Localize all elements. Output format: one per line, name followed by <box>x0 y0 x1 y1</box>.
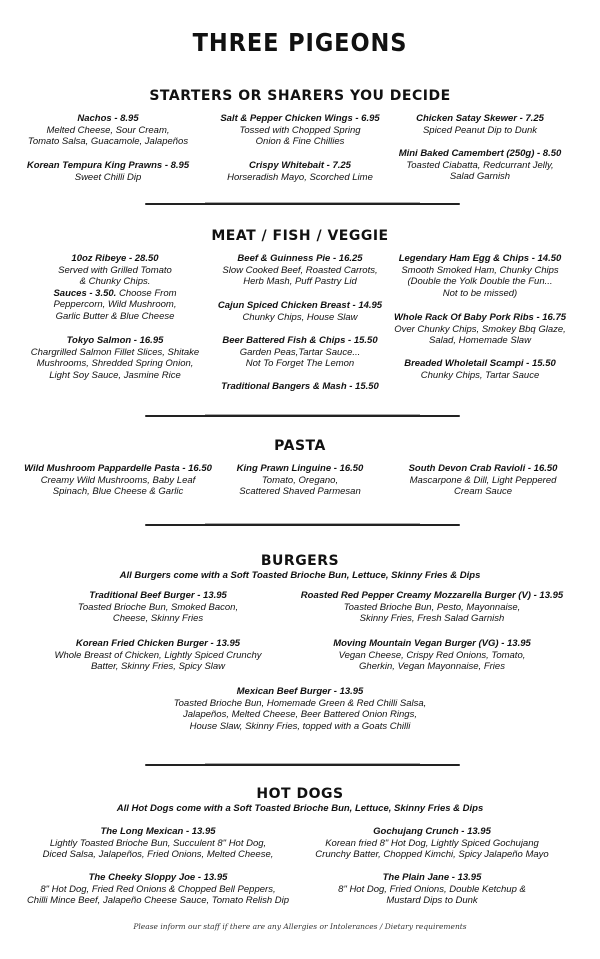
section-subtitle-hotdogs: All Hot Dogs come with a Soft Toasted Brioche Bun, Lettuce, Skinny Fries & Dips <box>116 803 484 814</box>
menu-item-description: Over Chunky Chips, Smokey Bbq Glaze, <box>394 323 566 335</box>
menu-item-name: Traditional Beef Burger - 13.95 <box>89 590 227 601</box>
section-heading-pasta: PASTA <box>274 438 326 454</box>
menu-item-name: The Long Mexican - 13.95 <box>100 826 216 837</box>
menu-item-name: 10oz Ribeye - 28.50 <box>71 253 159 264</box>
menu-item-description: Chilli Mince Beef, Jalapeño Cheese Sauce, Tomato Relish Dip <box>26 895 290 906</box>
menu-item-name: Nachos - 8.95 <box>77 113 139 124</box>
menu-item-description: House Slaw, Skinny Fries, topped with a Goats Chilli <box>189 720 411 732</box>
menu-item-description: Slow Cooked Beef, Roasted Carrots, <box>222 264 378 276</box>
allergy-notice: Please inform our staff if there are any Allergies or Intolerances / Dietary requirements <box>133 922 467 931</box>
menu-item-description: (Double the Yolk Double the Fun... <box>407 276 553 287</box>
section-heading-meat: MEAT / FISH / VEGGIE <box>211 228 389 244</box>
menu-item-description: Smooth Smoked Ham, Chunky Chips <box>401 264 559 276</box>
menu-item-description: Served with Grilled Tomato <box>58 264 172 276</box>
menu-item-name: Tokyo Salmon - 16.95 <box>66 335 164 346</box>
sauces-label: Sauces - 3.50. <box>53 287 117 299</box>
menu-item-description: Toasted Brioche Bun, Smoked Bacon, <box>77 601 239 613</box>
menu-item-description: Jalapeños, Melted Cheese, Beer Battered Onion Rings, <box>183 709 417 720</box>
menu-item-description: Tomato, Oregano, <box>261 474 339 486</box>
menu-item <box>360 113 600 136</box>
menu-item-name: Korean Fried Chicken Burger - 13.95 <box>75 638 241 649</box>
menu-item-description: Peppercorn, Wild Mushroom, <box>53 299 177 310</box>
section-heading-starters: STARTERS OR SHARERS YOU DECIDE <box>149 88 451 104</box>
menu-item-name: Beef & Guinness Pie - 16.25 <box>237 253 363 264</box>
menu-item <box>287 590 577 625</box>
menu-item-description: Gherkin, Vegan Mayonnaise, Fries <box>359 661 505 672</box>
menu-item-description: Scattered Shaved Parmesan <box>239 486 361 497</box>
menu-item-description: Diced Salsa, Jalapeños, Fried Onions, Melted Cheese, <box>42 849 274 860</box>
menu-item-description: 8" Hot Dog, Fried Red Onions & Chopped Bell Peppers, <box>40 883 276 895</box>
menu-item-description: Not To Forget The Lemon <box>245 358 355 369</box>
menu-item <box>13 826 303 861</box>
menu-item-description: Vegan Cheese, Crispy Red Onions, Tomato, <box>338 649 526 661</box>
section-divider <box>145 203 460 205</box>
menu-item-name: Wild Mushroom Pappardelle Pasta - 16.50 <box>24 463 212 474</box>
menu-item <box>360 253 600 299</box>
menu-item-description: Mustard Dips to Dunk <box>386 895 478 906</box>
section-divider <box>145 524 460 526</box>
menu-item <box>155 686 445 732</box>
menu-item-description: Not to be missed) <box>442 287 518 299</box>
menu-item <box>13 872 303 907</box>
menu-item-name: South Devon Crab Ravioli - 16.50 <box>408 463 558 474</box>
menu-item-name: The Plain Jane - 13.95 <box>382 872 482 883</box>
menu-item-name: Roasted Red Pepper Creamy Mozzarella Burger (V) - 13.95 <box>300 590 564 601</box>
menu-item-name: Chicken Satay Skewer - 7.25 <box>416 113 544 124</box>
menu-item <box>360 148 600 183</box>
menu-item-description: Korean fried 8" Hot Dog, Lightly Spiced Gochujang <box>325 837 539 849</box>
menu-item-name: King Prawn Linguine - 16.50 <box>236 463 364 474</box>
menu-item-name: The Cheeky Sloppy Joe - 13.95 <box>88 872 228 883</box>
menu-item-description: Horseradish Mayo, Scorched Lime <box>227 171 373 183</box>
menu-item-description: Tossed with Chopped Spring <box>239 124 361 136</box>
menu-item <box>287 826 577 861</box>
menu-item-description: Cream Sauce <box>453 486 513 497</box>
menu-item-description: Melted Cheese, Sour Cream, <box>46 124 170 136</box>
menu-item-description: Salad, Homemade Slaw <box>429 335 531 346</box>
section-divider <box>145 764 460 766</box>
section-subtitle-burgers: All Burgers come with a Soft Toasted Brioche Bun, Lettuce, Skinny Fries & Dips <box>119 570 481 581</box>
menu-item-name: Breaded Wholetail Scampi - 15.50 <box>404 358 556 369</box>
menu-item <box>180 381 420 393</box>
menu-item-name: Whole Rack Of Baby Pork Ribs - 16.75 <box>393 312 567 323</box>
menu-item <box>360 312 600 347</box>
menu-item-name: Gochujang Crunch - 13.95 <box>373 826 491 837</box>
restaurant-title: THREE PIGEONS <box>192 28 408 57</box>
menu-item <box>13 638 303 673</box>
menu-item-description: Cheese, Skinny Fries <box>112 613 204 624</box>
menu-item-description: Garden Peas,Tartar Sauce... <box>239 346 361 358</box>
menu-item-description: Mascarpone & Dill, Light Peppered <box>409 474 557 486</box>
menu-item-description: Toasted Brioche Bun, Homemade Green & Red Chilli Salsa, <box>173 697 427 709</box>
menu-item-description: Herb Mash, Puff Pastry Lid <box>243 276 357 287</box>
menu-item-name: Korean Tempura King Prawns - 8.95 <box>26 160 190 171</box>
menu-item-description: 8" Hot Dog, Fried Onions, Double Ketchup & <box>338 883 526 895</box>
menu-item-description: Spiced Peanut Dip to Dunk <box>422 124 538 136</box>
menu-item <box>363 463 600 498</box>
menu-item-description: Whole Breast of Chicken, Lightly Spiced Crunchy <box>54 649 262 661</box>
section-heading-hotdogs: HOT DOGS <box>256 786 344 802</box>
menu-item-description: Lightly Toasted Brioche Bun, Succulent 8" Hot Dog, <box>49 837 267 849</box>
menu-item-name: Crispy Whitebait - 7.25 <box>249 160 351 171</box>
menu-item-description: Mushrooms, Shredded Spring Onion, <box>36 358 194 369</box>
menu-item-name: Beer Battered Fish & Chips - 15.50 <box>222 335 378 346</box>
section-heading-burgers: BURGERS <box>260 553 340 569</box>
menu-item-name: Traditional Bangers & Mash - 15.50 <box>221 381 379 392</box>
menu-item-name: Salt & Pepper Chicken Wings - 6.95 <box>220 113 380 124</box>
menu-item <box>287 638 577 673</box>
menu-item <box>287 872 577 907</box>
menu-item-name: Moving Mountain Vegan Burger (VG) - 13.95 <box>333 638 531 649</box>
menu-item <box>13 590 303 625</box>
menu-item-description: Chunky Chips, Tartar Sauce <box>420 369 540 381</box>
menu-item-name: Mexican Beef Burger - 13.95 <box>236 686 364 697</box>
menu-item-description: Chunky Chips, House Slaw <box>242 311 358 323</box>
menu-item-name: Legendary Ham Egg & Chips - 14.50 <box>398 253 562 264</box>
menu-item-description: Sauces - 3.50. Choose From <box>53 287 177 299</box>
menu-item-description: Spinach, Blue Cheese & Garlic <box>52 486 184 497</box>
menu-item-description: Garlic Butter & Blue Cheese <box>55 310 175 322</box>
section-divider <box>145 415 460 417</box>
menu-item-description: Onion & Fine Chillies <box>255 136 345 147</box>
menu-item-description: Sweet Chilli Dip <box>74 171 142 183</box>
menu-item-description: Creamy Wild Mushrooms, Baby Leaf <box>40 474 196 486</box>
menu-item-name: Cajun Spiced Chicken Breast - 14.95 <box>217 300 383 311</box>
menu-item-description: Toasted Ciabatta, Redcurrant Jelly, <box>406 159 554 171</box>
menu-item-description: Tomato Salsa, Guacamole, Jalapeños <box>27 136 189 147</box>
menu-item-description: Toasted Brioche Bun, Pesto, Mayonnaise, <box>343 601 521 613</box>
menu-item-description: Light Soy Sauce, Jasmine Rice <box>49 369 181 381</box>
menu-item-description: Skinny Fries, Fresh Salad Garnish <box>359 613 505 624</box>
menu-item-description: Salad Garnish <box>449 171 511 182</box>
menu-item-name: Mini Baked Camembert (250g) - 8.50 <box>398 148 562 159</box>
menu-item-description: & Chunky Chips. <box>79 276 151 287</box>
menu-item-description: Chargrilled Salmon Fillet Slices, Shitake <box>30 346 200 358</box>
menu-item-description: Batter, Skinny Fries, Spicy Slaw <box>90 661 226 672</box>
menu-item <box>360 358 600 381</box>
menu-item-description: Crunchy Batter, Chopped Kimchi, Spicy Jalapeño Mayo <box>315 849 549 860</box>
